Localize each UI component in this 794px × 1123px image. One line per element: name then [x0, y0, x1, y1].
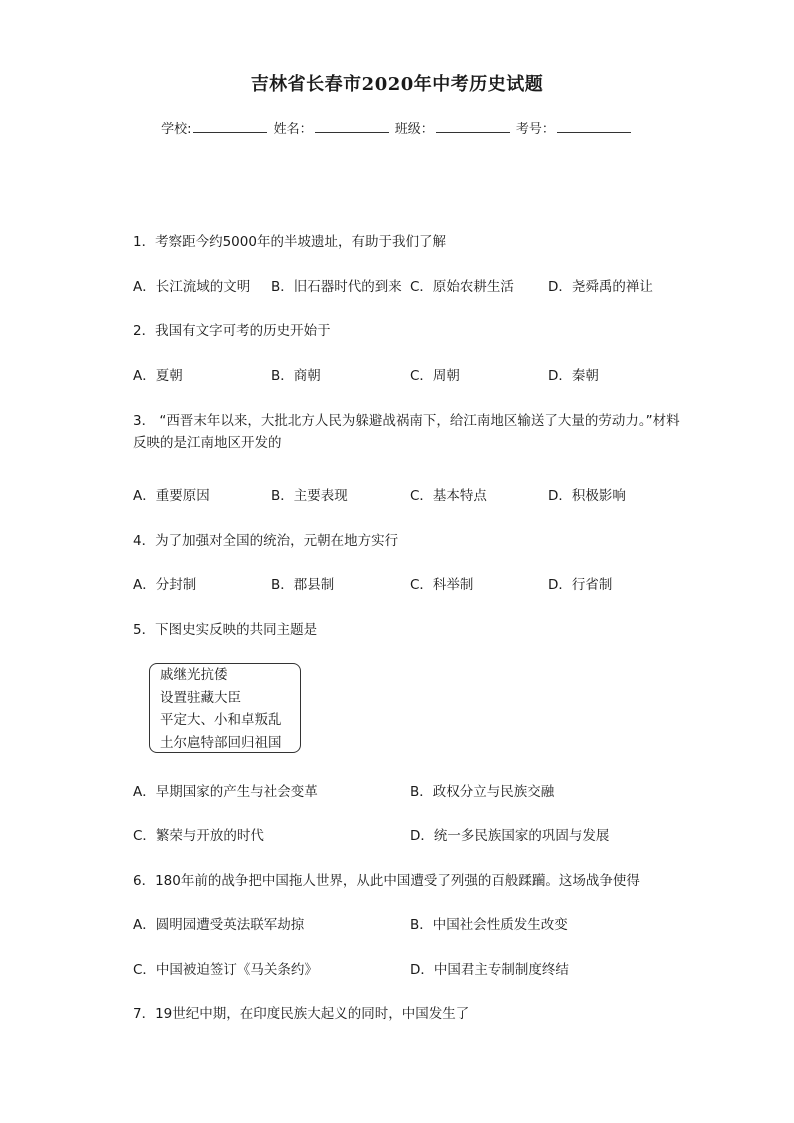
question-3-option-b[interactable]: B．主要表现 [271, 488, 348, 504]
student-info-line [0, 118, 794, 137]
question-2-option-b[interactable]: B．商朝 [271, 368, 321, 384]
question-4-option-b[interactable]: B．郡县制 [271, 577, 335, 593]
question-5-option-c[interactable]: C．繁荣与开放的时代 [133, 828, 264, 844]
question-4-option-d[interactable]: D．行省制 [548, 577, 613, 593]
question-3-option-a[interactable]: A．重要原因 [133, 488, 210, 504]
question-3-option-d[interactable]: D．积极影响 [548, 488, 626, 504]
question-6-option-c[interactable]: C．中国被迫签订《马关条约》 [133, 962, 318, 978]
page-title: 吉林省长春市2020年中考历史试题 [250, 74, 544, 95]
exam-number-blank[interactable] [557, 120, 631, 133]
question-6-option-a[interactable]: A．圆明园遭受英法联军劫掠 [133, 917, 305, 933]
question-1-options [133, 276, 693, 298]
school-blank[interactable] [193, 120, 267, 133]
question-1-option-b[interactable]: B．旧石器时代的到来 [271, 279, 402, 295]
question-5-option-a[interactable]: A．早期国家的产生与社会变革 [133, 784, 318, 800]
class-blank[interactable] [436, 120, 510, 133]
question-3-option-c[interactable]: C．基本特点 [410, 488, 487, 504]
question-2-option-a[interactable]: A．夏朝 [133, 368, 183, 384]
question-5-stem: 5．下图史实反映的共同主题是 [133, 622, 318, 638]
question-4-stem: 4．为了加强对全国的统治，元朝在地方实行 [133, 533, 399, 549]
question-6-option-b[interactable]: B．中国社会性质发生改变 [410, 917, 568, 933]
name-label: 姓名： [273, 122, 313, 137]
figure-line: 土尔扈特部回归祖国 [160, 734, 282, 751]
question-4-option-a[interactable]: A．分封制 [133, 577, 197, 593]
question-5-option-d[interactable]: D．统一多民族国家的巩固与发展 [410, 828, 610, 844]
question-5-options-row-2 [133, 825, 693, 847]
question-4-options [133, 574, 693, 596]
figure-line: 设置驻藏大臣 [160, 689, 241, 706]
question-1-stem: 1．考察距今约5000年的半坡遗址，有助于我们了解 [133, 234, 446, 250]
question-1-option-d[interactable]: D．尧舜禹的禅让 [548, 279, 653, 295]
question-2-stem: 2．我国有文字可考的历史开始于 [133, 323, 331, 339]
question-2-option-d[interactable]: D．秦朝 [548, 368, 599, 384]
question-5-options-row-1 [133, 781, 693, 803]
question-3-options [133, 485, 693, 507]
question-1-option-c[interactable]: C．原始农耕生活 [410, 279, 514, 295]
question-2-options [133, 365, 693, 387]
question-3-stem: 3． “西晋末年以来，大批北方人民为躲避战祸南下，给江南地区输送了大量的劳动力。”材料反映的是江南地区开发的 [133, 413, 680, 451]
question-6-options-row-2 [133, 959, 693, 981]
question-5-figure-box [149, 663, 301, 753]
question-4-option-c[interactable]: C．科举制 [410, 577, 474, 593]
figure-line: 戚继光抗倭 [160, 667, 228, 683]
question-7-stem: 7．19世纪中期，在印度民族大起义的同时，中国发生了 [133, 1006, 470, 1022]
name-blank[interactable] [315, 120, 389, 133]
question-6-options-row-1 [133, 914, 693, 936]
class-label: 班级： [394, 122, 434, 137]
question-6-stem: 6．180年前的战争把中国拖人世界，从此中国遭受了列强的百般蹂躏。这场战争使得 [133, 873, 640, 889]
question-5-option-b[interactable]: B．政权分立与民族交融 [410, 784, 555, 800]
question-6-option-d[interactable]: D．中国君主专制制度终结 [410, 962, 569, 978]
question-1-option-a[interactable]: A．长江流域的文明 [133, 279, 251, 295]
figure-line: 平定大、小和卓叛乱 [160, 712, 282, 728]
question-2-option-c[interactable]: C．周朝 [410, 368, 460, 384]
school-label: 学校: [161, 122, 192, 137]
exam-number-label: 考号： [515, 122, 555, 137]
